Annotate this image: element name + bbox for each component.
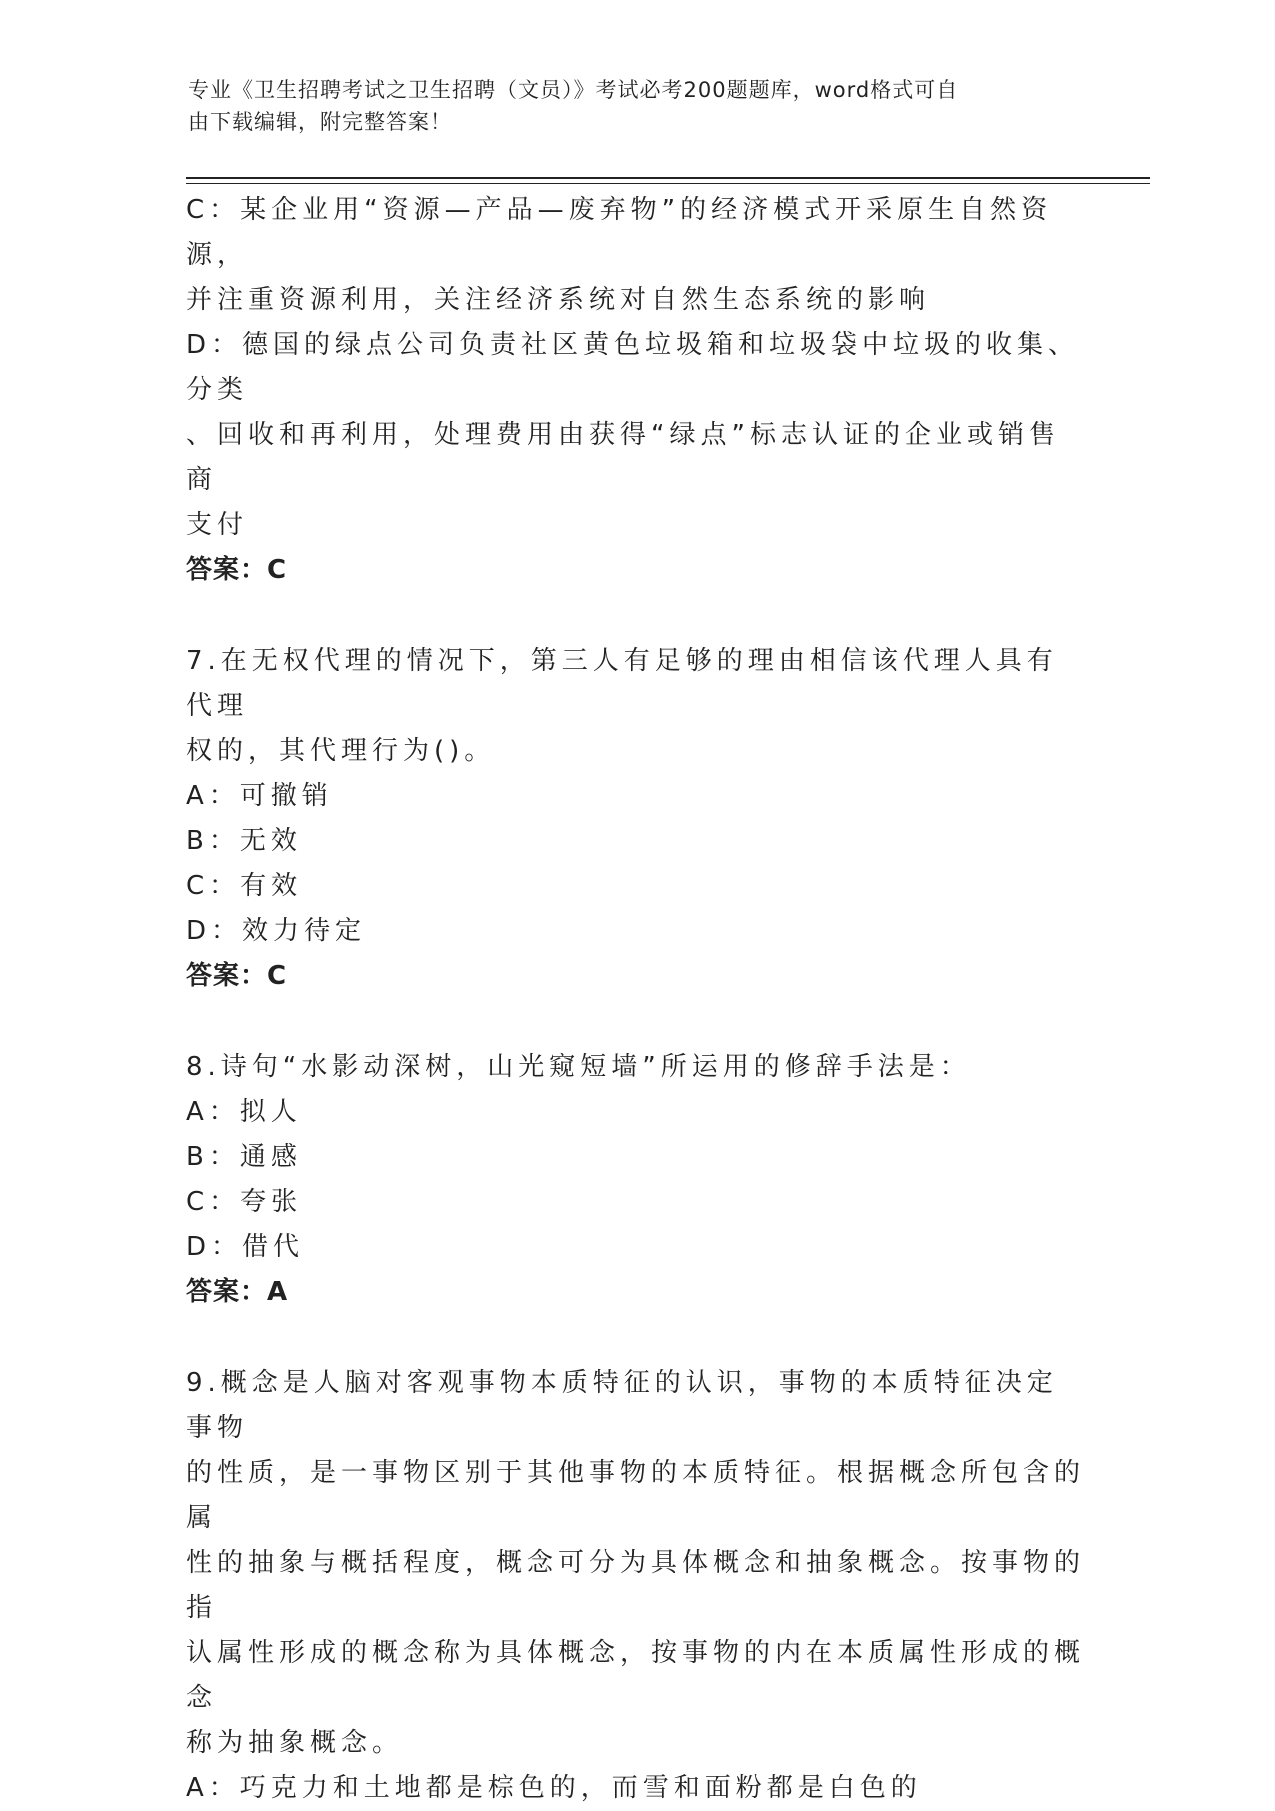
header-rule-thin <box>186 183 1150 184</box>
option-a: A：拟人 <box>186 1097 302 1127</box>
answer-label: 答案：C <box>186 555 288 585</box>
answer-label: 答案：C <box>186 961 288 991</box>
question-stem: 性的抽象与概括程度，概念可分为具体概念和抽象概念。按事物的指 <box>186 1548 1086 1623</box>
question-stem: 称为抽象概念。 <box>186 1728 404 1758</box>
question-7 <box>186 639 1086 999</box>
spacer <box>186 1315 1086 1361</box>
option-c: C：有效 <box>186 871 303 901</box>
option-b: B：无效 <box>186 826 302 856</box>
question-6-continued <box>186 188 1086 593</box>
question-stem: 的性质，是一事物区别于其他事物的本质特征。根据概念所包含的属 <box>186 1458 1086 1533</box>
header-rule-thick <box>186 177 1150 179</box>
document-header <box>188 74 1068 138</box>
spacer <box>186 999 1086 1045</box>
option-line: C：某企业用“资源—产品—废弃物”的经济模式开采原生自然资源， <box>186 195 1053 270</box>
question-stem: 8.诗句“水影动深树，山光窥短墙”所运用的修辞手法是： <box>186 1052 971 1082</box>
spacer <box>186 593 1086 639</box>
option-a: A：巧克力和土地都是棕色的，而雪和面粉都是白色的 <box>186 1773 922 1803</box>
answer-label: 答案：A <box>186 1277 289 1307</box>
option-c: C：夸张 <box>186 1187 303 1217</box>
option-line: 、回收和再利用，处理费用由获得“绿点”标志认证的企业或销售商 <box>186 420 1060 495</box>
option-d: D：借代 <box>186 1232 305 1262</box>
header-line-1: 专业《卫生招聘考试之卫生招聘（文员）》考试必考200题题库，word格式可自 <box>188 78 959 102</box>
question-9 <box>186 1361 1086 1811</box>
option-line: 支付 <box>186 510 249 540</box>
option-d: D：效力待定 <box>186 916 367 946</box>
question-8 <box>186 1045 1086 1315</box>
option-line: D：德国的绿点公司负责社区黄色垃圾箱和垃圾袋中垃圾的收集、分类 <box>186 330 1080 405</box>
question-stem: 7.在无权代理的情况下，第三人有足够的理由相信该代理人具有代理 <box>186 646 1058 721</box>
option-b: B：通感 <box>186 1142 302 1172</box>
question-stem: 认属性形成的概念称为具体概念，按事物的内在本质属性形成的概念 <box>186 1638 1086 1713</box>
header-line-2: 由下载编辑，附完整答案！ <box>188 110 452 134</box>
question-stem: 9.概念是人脑对客观事物本质特征的认识，事物的本质特征决定事物 <box>186 1368 1058 1443</box>
option-a: A：可撤销 <box>186 781 333 811</box>
option-line: 并注重资源利用，关注经济系统对自然生态系统的影响 <box>186 285 931 315</box>
question-content <box>186 188 1086 1811</box>
question-stem: 权的，其代理行为()。 <box>186 736 496 766</box>
